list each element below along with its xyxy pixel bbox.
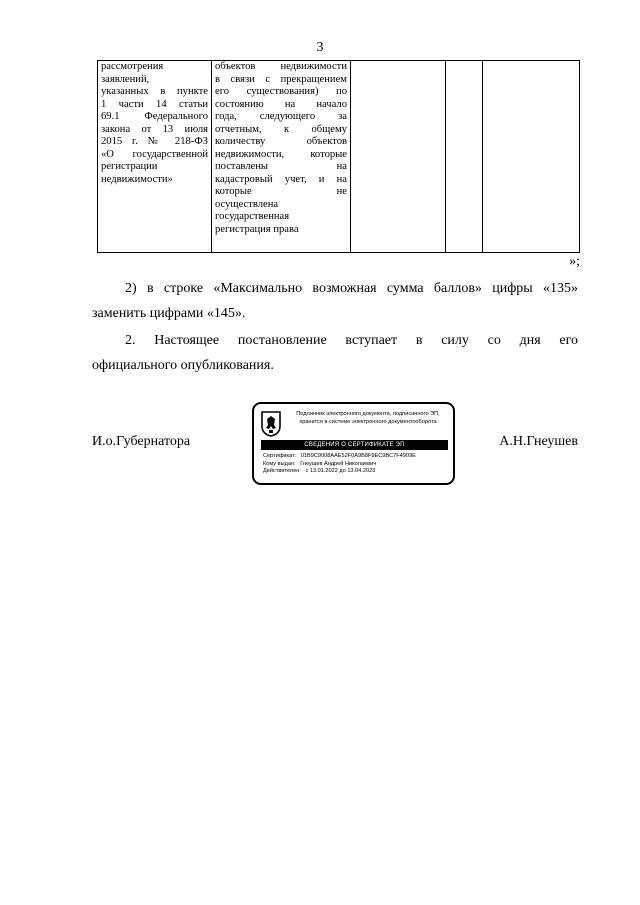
table-cell-line: государственная [215,211,290,222]
issued-to-value: Гнеушев Андрей Николаевич [300,460,377,467]
paragraph-line: 2) в строке «Максимально возможная сумма баллов» цифры «135» [125,281,578,296]
table-cell-indicator [212,61,351,253]
certificate-row [263,453,451,461]
stamp-header [286,410,450,426]
valid-value: с 13.01.2022 до 13.04.2023 [305,468,376,474]
table-cell-line: регистрации [101,161,158,172]
paragraph-line: официального опубликования. [92,358,274,373]
table-closing-quote: »; [569,254,580,269]
table-row [98,61,580,253]
paragraph-line: 2. Настоящее постановление вступает в силу со дня его [125,333,578,348]
table-cell-line: количеству объектов [215,136,347,147]
table-cell-indicator-text [215,61,347,236]
table-cell-line: 69.1 Федерального [101,111,208,122]
table-cell-line: недвижимости» [101,173,173,185]
table-cell-line: кадастровый учет, и на [215,173,347,185]
stamp-details [263,453,451,476]
table-cell-line: недвижимости, которые [215,148,347,160]
table-cell-line: в связи с прекращением [215,73,347,85]
stamp-title: СВЕДЕНИЯ О СЕРТИФИКАТЕ ЭП [261,440,448,450]
issued-to-label: Кому выдан: [263,460,296,467]
stamp-header-line: хранится в системе электронного документооборота [299,419,437,425]
table-cell-line: его существования) по [215,86,347,97]
table-cell-empty [446,61,483,253]
table-cell-line: отчетным, к общему [215,123,347,135]
table-cell-line: указанных в пункте [101,86,208,97]
signer-title: И.о.Губернатора [92,434,191,449]
effective-date-paragraph [92,328,578,378]
table-cell-line: 2015 г. № 218-ФЗ [101,136,208,147]
paragraph-line: заменить цифрами «145». [92,306,246,321]
certificate-label: Сертификат: [263,453,297,459]
valid-label: Действителен: [263,468,301,474]
issued-to-row [263,461,451,469]
table-cell-line: регистрация права [215,223,299,235]
table-cell-line: закона от 13 июля [101,123,208,135]
table-cell-line: 1 части 14 статьи [101,98,208,110]
coat-of-arms-icon [261,411,281,437]
table-cell-line: рассмотрения [101,61,164,72]
signer-name: А.Н.Гнеушев [499,434,578,449]
certificate-value: 01B9C9008AAE52F0A9B8F9EC9BC7F4909E [300,453,416,459]
table-cell-line: заявлений, [101,73,150,85]
amendment-paragraph [92,276,578,326]
table-cell-empty [351,61,446,253]
table-cell-line: объектов недвижимости [215,61,347,72]
table-cell-empty [483,61,580,253]
page-number: 3 [316,40,324,55]
table-cell-line: которые не [215,186,347,197]
table-cell-basis [98,61,212,253]
stamp-header-line: Подлинник электронного документа, подписанного ЭП, [296,411,440,417]
table-cell-line: осуществлена [215,198,279,210]
table-cell-line: года, следующего за [215,111,347,122]
e-signature-stamp [252,402,455,485]
table-cell-line: «О государственной [101,148,208,160]
valid-row [263,468,451,476]
table-cell-basis-text [101,61,208,186]
table-cell-line: поставлены на [215,161,347,172]
document-table [97,60,580,253]
table-cell-line: состоянию на начало [215,98,347,110]
